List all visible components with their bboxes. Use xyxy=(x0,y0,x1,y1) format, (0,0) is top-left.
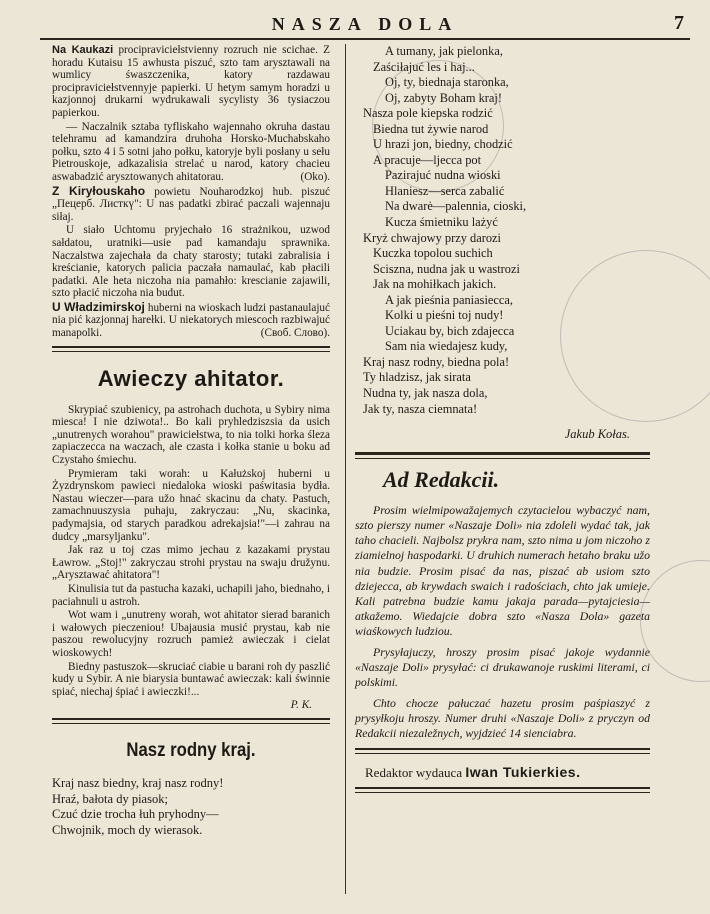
poem-line: Kraj nasz rodny, biedna pola! xyxy=(363,354,510,369)
newspaper-title: NASZA DOLA xyxy=(271,14,459,34)
library-stamp-bottom xyxy=(640,560,710,682)
article-paragraph: Biedny pastuszok—skruciać ciabie u barani roh dy paszlić kudy u Sybir. A nie biarysia buntawać awieczak: kali świnnie spiać, niechaj śpiać i awieczki!... xyxy=(52,660,330,698)
editor-credit xyxy=(355,764,650,781)
poem-line: Kucza śmietniku lażyć xyxy=(385,215,498,230)
page-number: 7 xyxy=(674,12,684,34)
poem-line: Uciakau by, bich zdajecca xyxy=(385,323,515,338)
news-text: — Naczalnik sztaba tyfliskaho wajennaho okruha dastau telehramu ad kamandzira druhoha Horsko-Muchabskaho połku, szto 4 i 5 sotni jaho połku, katoryje byli posłany u sełu Pietrouskoje, adkazalisia strelać u narod, katory chacieu aswabadzić arysztowanych ahitatorau. xyxy=(52,120,330,183)
poem-line: Na dwarė—palennia, cioski, xyxy=(385,199,527,214)
poem-line: Biedna tut żywie narod xyxy=(373,121,489,136)
poem-title: Nasz rodny kraj. xyxy=(126,739,256,761)
poem-line: Kolki u pieśni toj nudy! xyxy=(385,308,504,323)
poem-line: U hrazi jon, biedny, chodzić xyxy=(373,137,513,152)
news-item-tiflis xyxy=(52,121,330,184)
article-paragraph: Prymieram taki worah: u Kałużskoj huberni u Żyzdrynskom pawieci niedaloka wioski paświtasia bydła. Nastau wieczer—para užo hnać skacinu da chaty. Pastuch, zamachnuuszysia puhaju, zakryczau: „Nu, skacinka, padymajsia, od starych paradkou adrekajsia!"—i zahrau na dudcy „marsyljanku". xyxy=(52,467,330,543)
poem-line: Czuć dzie trocha łuh pryhodny— xyxy=(52,807,219,822)
news-item-wladzimir xyxy=(52,301,330,340)
section-divider xyxy=(355,748,650,754)
editorial-paragraph: Prosim wielmipowažajemych czytacielou wybaczyć nam, szto pierszy numer «Naszaje Doli» nia zdoleli wydać tak, jak taho chacieli. Najbolsz prykra nam, szto nima u jom niczoho z ziamielnoj haspodarki. U druhich numerach hetaho braku užo nia budzie. Prosim pisać da nas, piszać ab usiom szto dziejecca, ab krywdach swaich i radościach, chto jak umieje. Kali patrebna budzie kamu jakaja parada—pytajciesia—atkažemo. Wiedajcie dobra szto «Nasza Dola» gazeta wiaśkowych ludziou. xyxy=(355,503,650,638)
article-paragraph: Wot wam i „unutreny worah, wot ahitator sierad baranich i wałowych pieczeniou! Ubajausia musić prystau, kab nie paszou rewolucyjny rozruch pamież awieczak i cielat wioskowych! xyxy=(52,609,330,659)
section-divider xyxy=(52,718,330,724)
article-body xyxy=(52,404,330,712)
editorial-paragraph: Prysyłajuczy, hroszy prosim pisać jakoje wydannie «Naszaje Doli» prysyłać: ci drukawanoje ruskimi literami, ci polskimi. xyxy=(355,644,650,690)
section-divider xyxy=(355,787,650,793)
news-text: huberni na wioskach ludzi pastanaulajuć nia pić kazjonnaj harełki. U niekatorych miescoch razbiwajuć manapolki. xyxy=(52,301,330,340)
news-text: powietu Nouharodzkoj hub. piszuć „Пецерб. Листкү": U nas padatki zbirać paczali wajennaju siłaj. xyxy=(52,185,331,223)
poem-line: Nudna ty, jak nasza dola, xyxy=(363,386,488,401)
article-paragraph: Kinulisia tut da pastucha kazaki, uchapili jaho, biednaho, i paciahnuli u astroh. xyxy=(52,582,330,608)
poem-author: Jakub Kołas. xyxy=(564,427,630,442)
news-source: (Своб. Слово). xyxy=(260,327,330,340)
poem-line: Zaściłajuć les i haj... xyxy=(373,59,475,74)
poem-line: Jak na mohiłkach jakich. xyxy=(373,277,497,292)
poem-line: Oj, ty, biednaja staronka, xyxy=(385,75,509,90)
article-paragraph: Skrypiać szubienicy, pa astrohach duchota, u Sybiry nima miesca! I nie dziwota!.. Bo kali pryhledziszsia da usich „unutrenych worahou" prawiciełstwa, to nia tolki horka śleza zapiaczecca na waczach, ale czasta i kołka stanie u boku ad Czystaho śmiechu. xyxy=(52,403,330,467)
news-lead: U Władzimirskoj xyxy=(52,299,145,314)
poem-start xyxy=(52,776,330,838)
news-item-kirylou xyxy=(52,185,330,224)
page-header xyxy=(40,0,690,40)
editor-label: Redaktor wydauca xyxy=(365,764,463,780)
poem-continuation xyxy=(355,44,650,417)
right-column xyxy=(355,44,650,799)
editor-name: Iwan Tukierkies. xyxy=(465,763,581,780)
article-title: Awieczy ahitator. xyxy=(97,365,285,391)
news-text: procipraviciełstvienny rozruch nie scichae. Z horadu Kutaisu 15 awhusta piszuć, szto tam arysztawali na wumlicy śwaszczenika, katory razdawau procipraviciełstvennyje papierki. U hetym samym horadzi u kazjonnoj drukarni wydrukawali sycylisty 36 tysiaczou papierkou. xyxy=(52,44,330,119)
poem-line: Sam nia wiedajesz kudy, xyxy=(385,339,508,354)
article-paragraph: Jak raz u toj czas mimo jechau z kazakami prystau Ławrow. „Stoj!" zakryczau strohi prystau na swaju družynu. „Arysztawać ahitatora"! xyxy=(52,544,330,582)
article-signature: P. K. xyxy=(290,699,312,712)
news-item-uchtoma xyxy=(52,224,330,300)
section-divider xyxy=(355,452,650,459)
poem-line: Ty hladzisz, jak sirata xyxy=(363,370,471,385)
poem-line: A pracuje—ljecca pot xyxy=(373,152,482,167)
poem-line: Nasza pole kiepska rodzić xyxy=(363,106,493,121)
news-section xyxy=(52,44,330,340)
poem-line: Chwojnik, moch dy wierasok. xyxy=(52,822,203,837)
poem-line: Kraj nasz biedny, kraj nasz rodny! xyxy=(52,775,224,790)
poem-line: Sciszna, nudna jak u wastrozi xyxy=(373,261,520,276)
poem-line: Kryż chwajowy przy darozi xyxy=(363,230,501,245)
poem-line: Pazirajuć nudna wioski xyxy=(385,168,501,183)
news-source: (Oko). xyxy=(300,170,330,183)
poem-line: Jak ty, nasza ciemnata! xyxy=(363,401,478,416)
poem-line: A tumany, jak pielonka, xyxy=(385,44,503,58)
editorial-title: Ad Redakcii. xyxy=(383,467,500,493)
poem-line: Hlaniesz—serca zabalić xyxy=(385,183,505,198)
poem-line: Kuczka topolou suchich xyxy=(373,246,493,261)
poem-line: Hraź, bałota dy piasok; xyxy=(52,791,168,806)
poem-line: A jak pieśnia paniasiecca, xyxy=(385,292,513,307)
news-lead: Na Kaukazi xyxy=(52,44,114,56)
news-text: U siało Uchtomu pryjechało 16 strażnikou, uzwod sałdatou, uratniki—usie pad kamandaju sprawnika. Naczalstwa zajechała da chaty starosty; tutaki zabralisia i kreścianie, katorych palicia paczała namaulać, kab płacili padatki. Ale heta niczoha nia pamahło: krescianie zajawili, szto płacić niczoha nia budut. xyxy=(52,224,330,300)
poem-line: Oj, zabyty Boham kraj! xyxy=(385,90,502,105)
section-divider xyxy=(52,346,330,352)
left-column xyxy=(52,44,330,838)
news-item-kaukaz xyxy=(52,44,330,120)
editorial-body xyxy=(355,503,650,741)
column-divider xyxy=(345,44,346,894)
news-lead: Z Kiryłouskaho xyxy=(52,183,146,198)
editorial-paragraph: Chto chocze pałuczać hazetu prosim paśpiaszyć z prysyłkoju hroszy. Numer druhi «Naszaje Doli» z pryczyn od Redakcii niezaležnych, wyjdzieć 14 sienciabra. xyxy=(355,696,650,741)
